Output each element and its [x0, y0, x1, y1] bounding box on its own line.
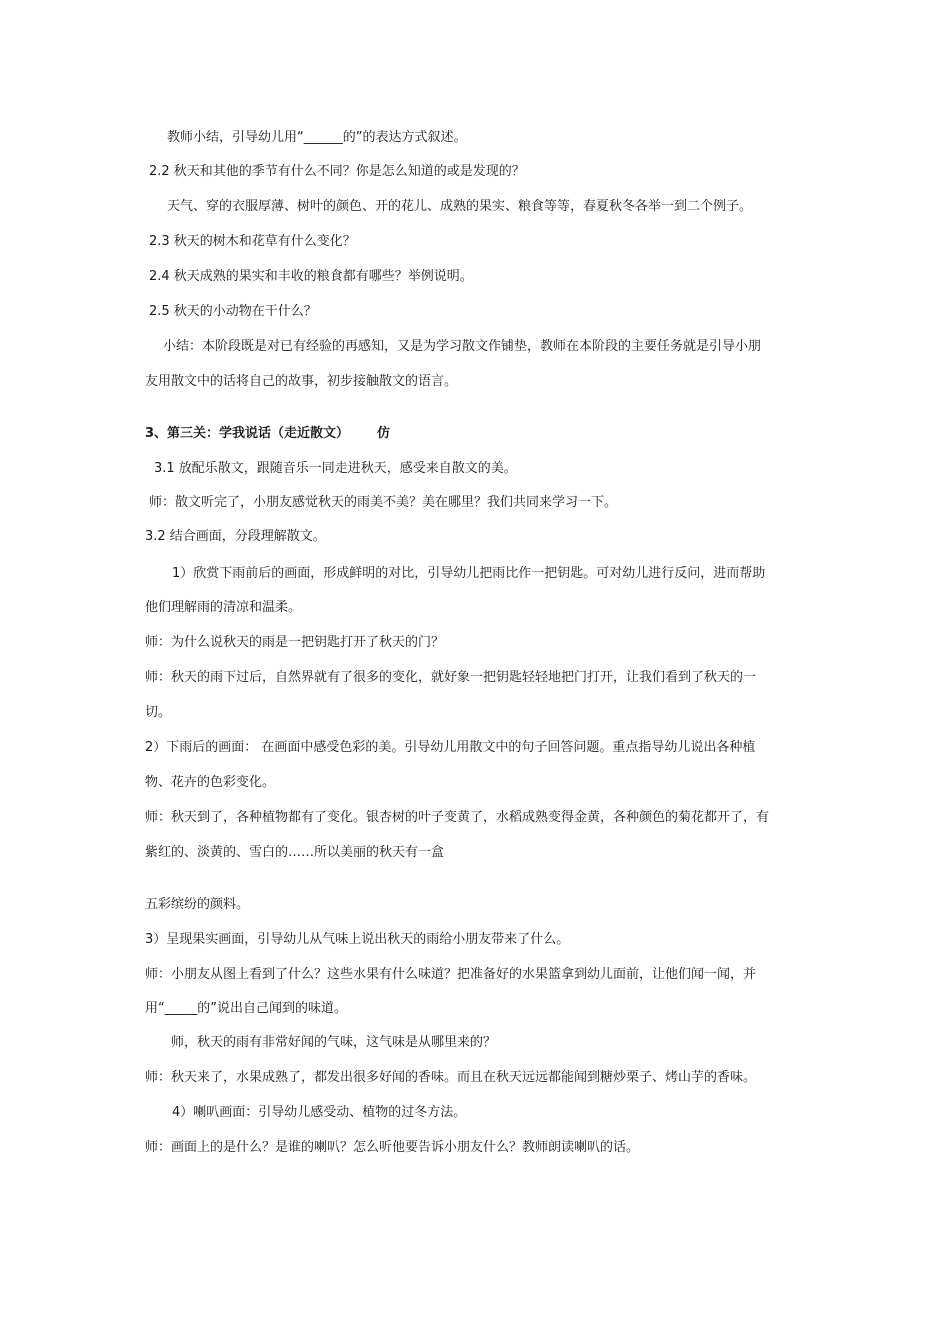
teacher-line-5-cont: 用“_____的”说出自己闻到的味道。: [145, 1001, 347, 1016]
teacher-line-3-cont: 切。: [145, 705, 172, 720]
teacher-line-2: 师：为什么说秋天的雨是一把钥匙打开了秋天的门？: [145, 635, 445, 650]
item-3-1: 3.1 放配乐散文，跟随音乐一同走进秋天，感受来自散文的美。: [154, 461, 517, 476]
teacher-line-8: 师：画面上的是什么？是谁的喇叭？怎么听他要告诉小朋友什么？教师朗读喇叭的话。: [145, 1140, 640, 1155]
question-2-2: 2.2 秋天和其他的季节有什么不同？你是怎么知道的或是发现的？: [149, 164, 525, 179]
step-1: 1）欣赏下雨前后的画面，形成鲜明的对比，引导幼儿把雨比作一把钥匙。可对幼儿进行反问，进而帮助: [172, 566, 766, 581]
item-3-2: 3.2 结合画面，分段理解散文。: [145, 529, 326, 544]
teacher-line-6: 师，秋天的雨有非常好闻的气味，这气味是从哪里来的？: [171, 1035, 497, 1050]
section-heading-3-suffix: 仿: [377, 426, 391, 441]
question-2-4: 2.4 秋天成熟的果实和丰收的粮食都有哪些？举例说明。: [149, 269, 473, 284]
step-2-cont: 物、花卉的色彩变化。: [145, 775, 276, 790]
step-1-cont: 他们理解雨的清凉和温柔。: [145, 600, 302, 615]
teacher-line-4-cont: 紫红的、淡黄的、雪白的……所以美丽的秋天有一盒: [145, 845, 445, 860]
paragraph-stage-summary-cont: 友用散文中的话将自己的故事，初步接触散文的语言。: [145, 374, 458, 389]
section-heading-3-title: 3、第三关：学我说话（走近散文）: [145, 426, 350, 441]
paragraph-teacher-summary: 教师小结，引导幼儿用“______的”的表达方式叙述。: [167, 130, 467, 145]
step-4: 4）喇叭画面：引导幼儿感受动、植物的过冬方法。: [172, 1105, 467, 1120]
question-2-5: 2.5 秋天的小动物在干什么？: [149, 304, 317, 319]
paragraph-examples: 天气、穿的衣服厚薄、树叶的颜色、开的花儿、成熟的果实、粮食等等，春夏秋冬各举一到二个例子。: [167, 199, 753, 214]
teacher-line-5: 师：小朋友从图上看到了什么？这些水果有什么味道？把准备好的水果篮拿到幼儿面前，让他们闻一闻，并: [145, 967, 757, 982]
step-2: 2）下雨后的画面： 在画面中感受色彩的美。引导幼儿用散文中的句子回答问题。重点指导幼儿说出各种植: [145, 740, 756, 755]
step-3: 3）呈现果实画面，引导幼儿从气味上说出秋天的雨给小朋友带来了什么。: [145, 932, 570, 947]
teacher-line-1: 师：散文听完了，小朋友感觉秋天的雨美不美？美在哪里？我们共同来学习一下。: [149, 495, 618, 510]
paragraph-stage-summary: 小结：本阶段既是对已有经验的再感知，又是为学习散文作铺垫，教师在本阶段的主要任务就是引导小朋: [163, 339, 762, 354]
teacher-line-7: 师：秋天来了，水果成熟了，都发出很多好闻的香味。而且在秋天远远都能闻到糖炒栗子、烤山芋的香味。: [145, 1070, 757, 1085]
teacher-line-4: 师：秋天到了，各种植物都有了变化。银杏树的叶子变黄了，水稻成熟变得金黄，各种颜色的菊花都开了，有: [145, 810, 770, 825]
section-heading-3: [145, 425, 810, 443]
teacher-line-4-end: 五彩缤纷的颜料。: [145, 897, 250, 912]
question-2-3: 2.3 秋天的树木和花草有什么变化？: [149, 234, 356, 249]
teacher-line-3: 师：秋天的雨下过后，自然界就有了很多的变化，就好象一把钥匙轻轻地把门打开，让我们看到了秋天的一: [145, 670, 757, 685]
